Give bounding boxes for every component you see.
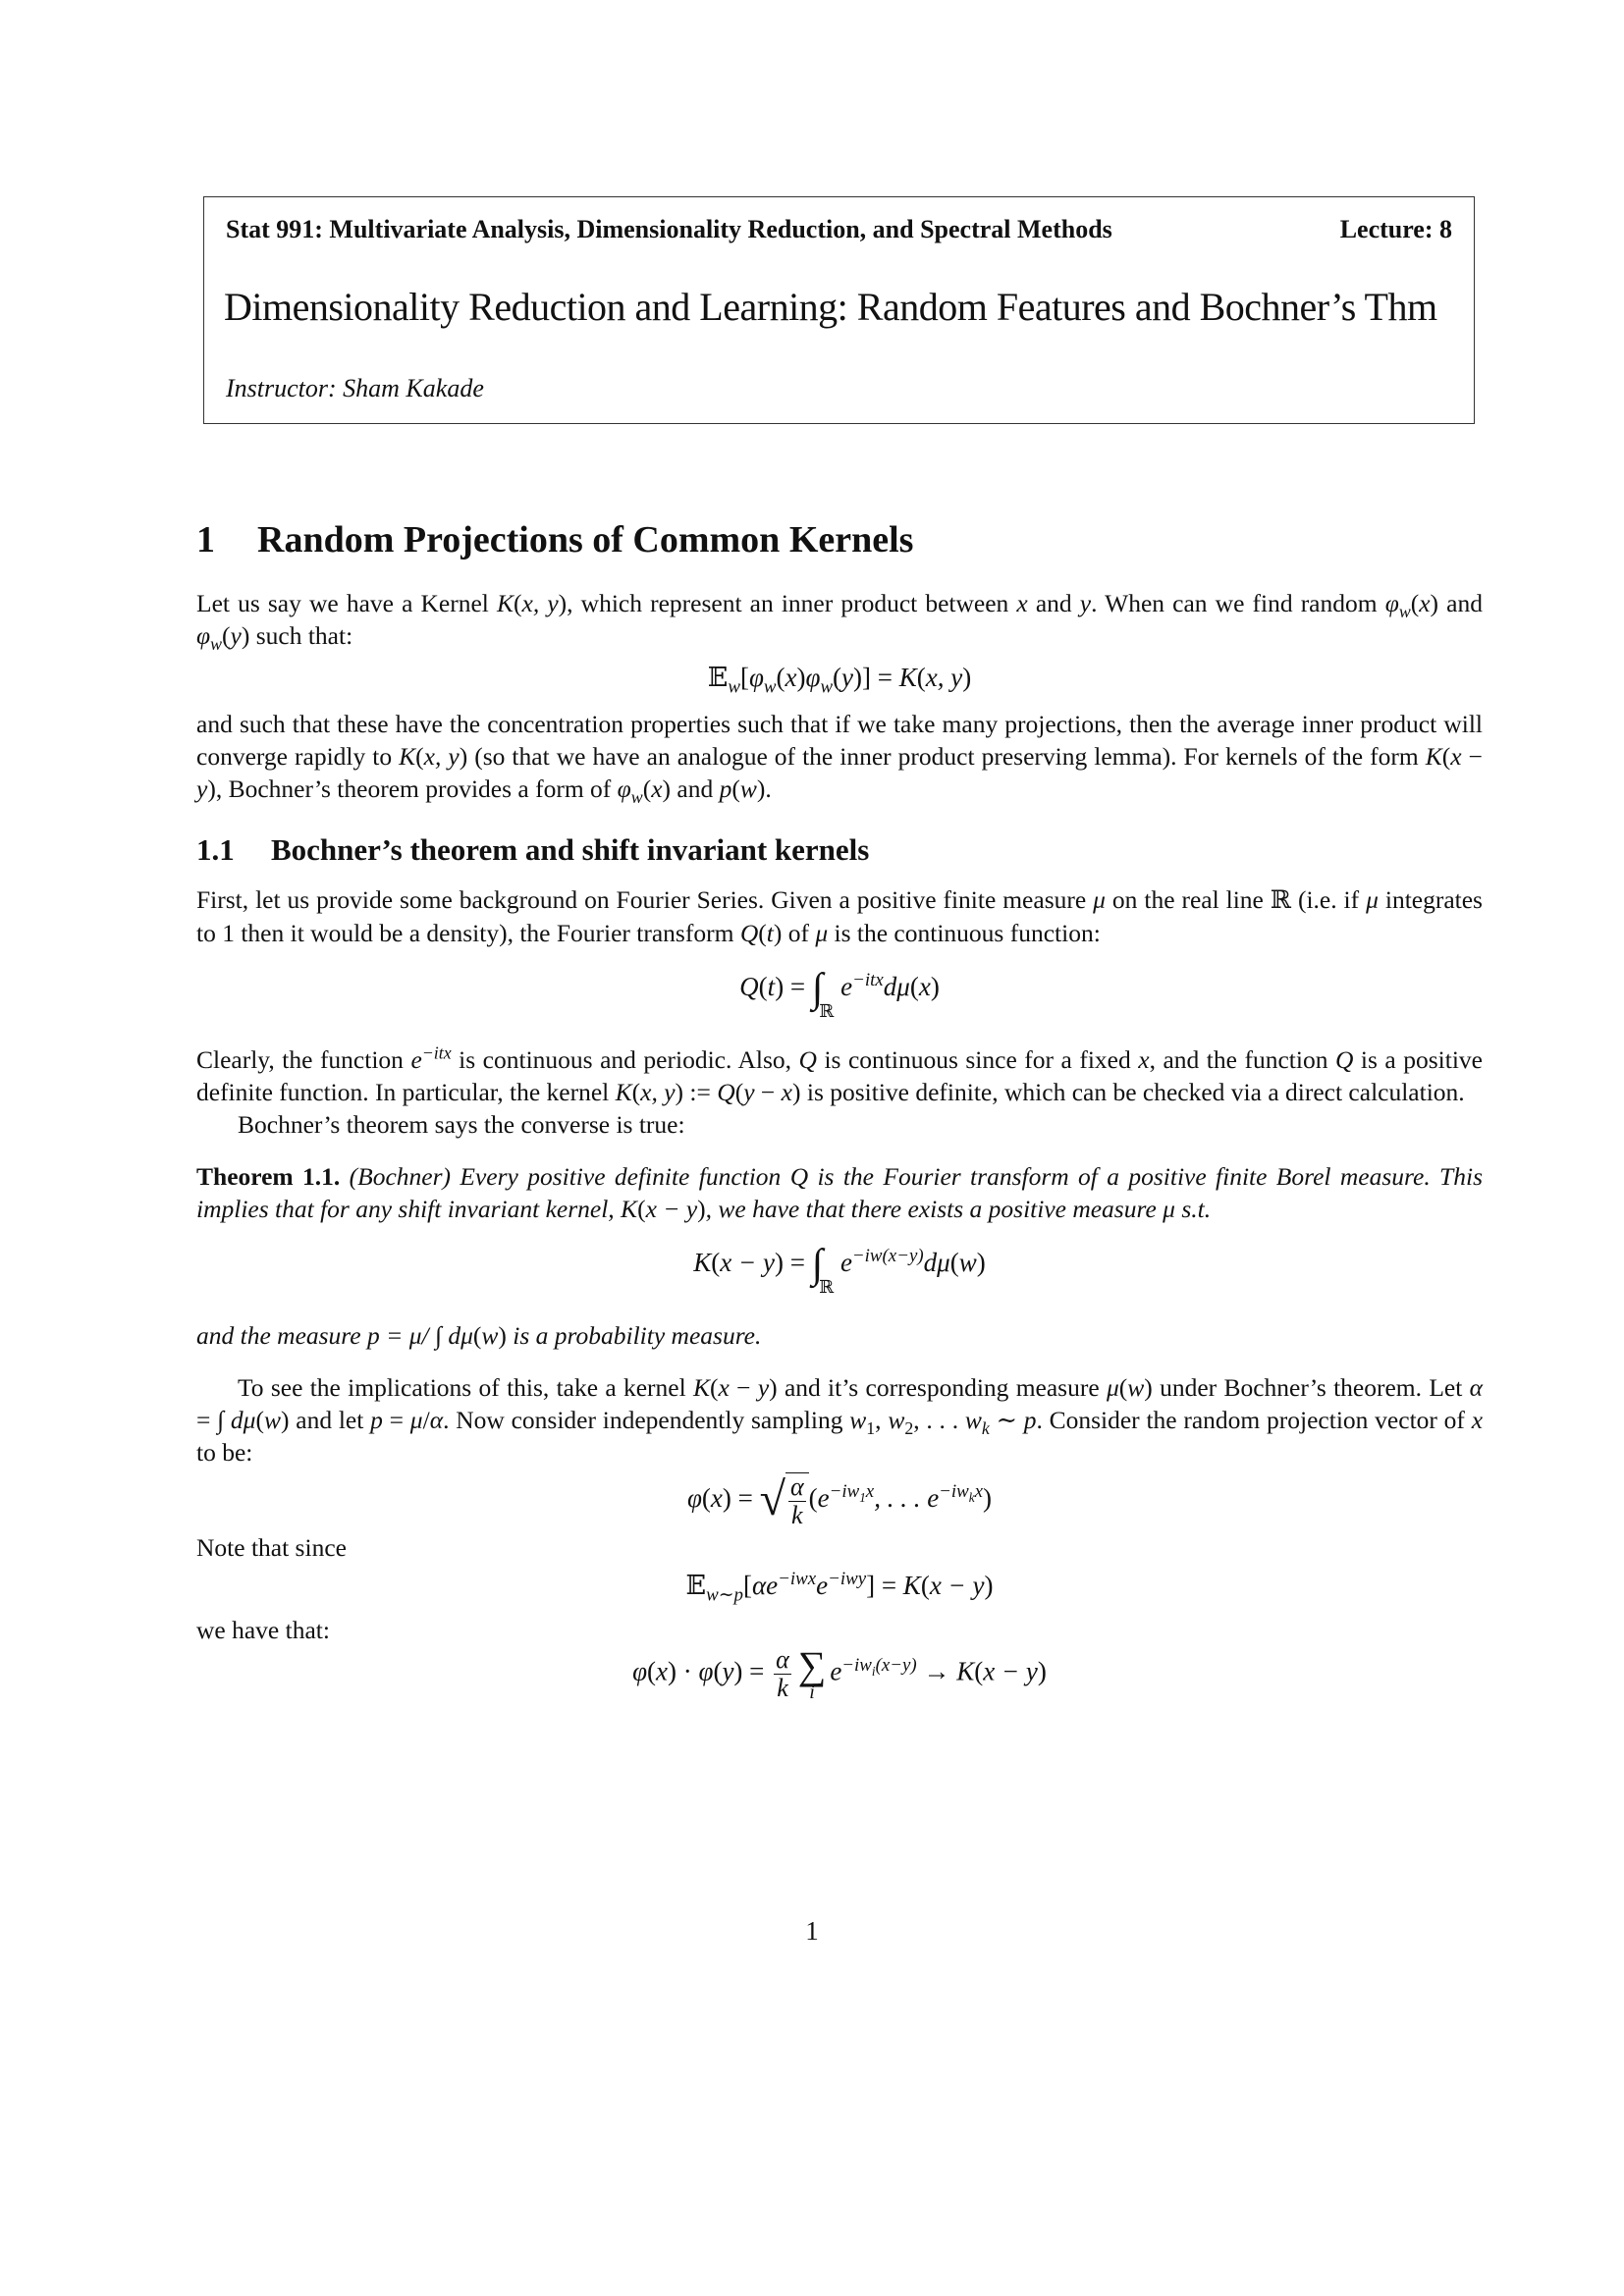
equation: $𝔼_{w\sim p}[\alpha e^{-iwx}e^{-iwy}] = K(x - y)$: [685, 1569, 994, 1606]
theorem-label: Theorem 1.1.: [196, 1162, 341, 1191]
equation: $𝔼_w[\varphi_w(x)\varphi_w(y)] = K(x$, y): [707, 663, 972, 698]
equation: φ(x) = √ $\frac{\alpha}{k}$ ($e^{-iw_1x}$, . . . $e^{-iw_kx}$): [686, 1472, 993, 1529]
section-title: Random Projections of Common Kernels: [257, 519, 914, 561]
main-content: [196, 518, 1483, 1702]
theorem: Theorem 1.1. (Bochner) Every positive definite function Q is the Fourier transform of a positive finite Borel measure. This implies that for any shift invariant kernel, K(x − y), we have that there exists a positive measure μ s.t.: [196, 1162, 1484, 1223]
paragraph: Clearly, the function $e^{-itx}$ is continuous and periodic. Also, Q is continuous since for a fixed x, and the function Q is a positive definite function. In particular, the kernel K(x, y) := Q(y − x) is positive definite, which can be checked via a direct calculation.: [196, 1042, 1483, 1106]
paragraph: Note that since: [196, 1533, 347, 1562]
paragraph: and such that these have the concentration properties such that if we take many projections, then the average inner product will converge rapidly to K(x, y) (so that we have an analogue of the inner product preserving lemma). For kernels of the form K(x − y), Bochner’s theorem provides a form of $\varphi_w(x)$ and p(w).: [196, 710, 1483, 808]
section-number: 1: [196, 519, 215, 561]
paragraph: Let us say we have a Kernel K(x, y), which represent an inner product between x and y. When can we find random $\varphi_w(x)$ and $\varphi_w(y)$ such that:: [196, 589, 1483, 655]
subsection-title: Bochner’s theorem and shift invariant kernels: [271, 832, 870, 867]
lecture-title: Dimensionality Reduction and Learning: Random Features and Bochner’s Thm: [224, 285, 1437, 329]
subsection-number: 1.1: [196, 832, 235, 867]
course-name: Stat 991: Multivariate Analysis, Dimensionality Reduction, and Spectral Methods: [226, 215, 1112, 243]
equation: $K(x - y) = \int_ℝ$ $e^{-iw(x-y)}d\mu(w)$: [693, 1242, 986, 1298]
lecture-header-box: [203, 196, 1475, 424]
paragraph: To see the implications of this, take a kernel K(x − y) and it’s corresponding measure μ(w) under Bochner’s theorem. Let α = ∫ dμ(w) and let p = μ/α. Now consider independently sampling $w_1$, $w_2$, . . . $w_k$ ∼ p. Consider the random projection vector of x to be:: [196, 1373, 1484, 1467]
subsection-heading: [196, 832, 1483, 868]
paragraph: we have that:: [196, 1616, 330, 1644]
equation: $Q(t) = \int_ℝ$ $e^{-itx}d\mu(x)$: [739, 966, 940, 1022]
section-heading: [196, 518, 1483, 561]
instructor: Instructor: Sham Kakade: [226, 374, 484, 402]
lecture-number: Lecture: 8: [1339, 215, 1452, 243]
equation: φ(x) · φ(y) = $\frac{\alpha}{k}$ ∑ i $e^{-iw_i(x-y)} \to K(x - y)$: [632, 1642, 1047, 1703]
paragraph: Bochner’s theorem says the converse is true:: [238, 1110, 685, 1139]
page-number: 1: [805, 1916, 819, 1946]
paragraph: First, let us provide some background on Fourier Series. Given a positive finite measure μ on the real line ℝ (i.e. if μ integrates to 1 then it would be a density), the Fourier transform Q(t) of μ is the continuous function:: [196, 885, 1483, 947]
paragraph: and the measure p = μ/ ∫ dμ(w) is a probability measure.: [196, 1321, 762, 1350]
